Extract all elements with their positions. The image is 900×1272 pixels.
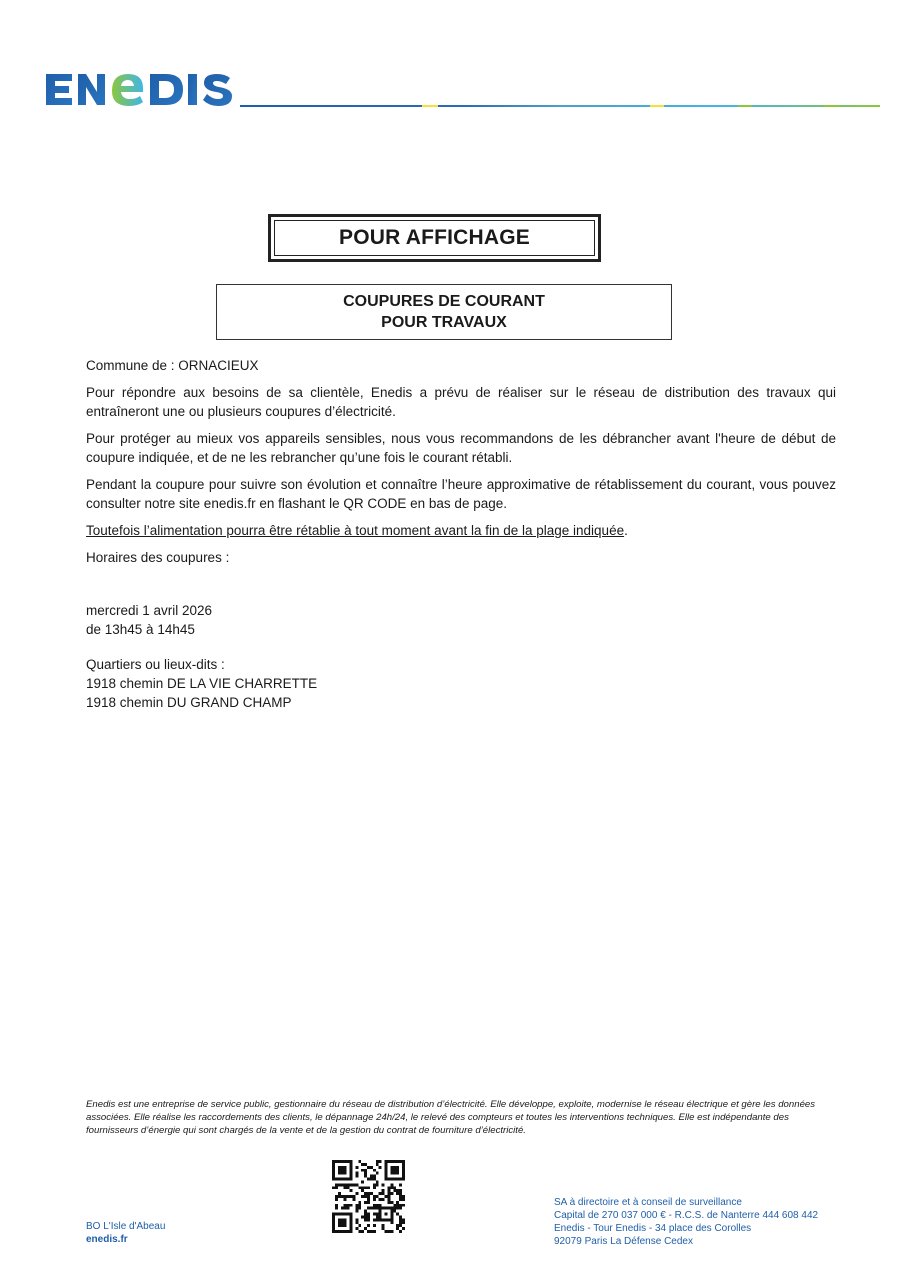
notice-period: . — [624, 523, 628, 538]
legal-line: Capital de 270 037 000 € - R.C.S. de Nanterre 444 608 442 — [554, 1210, 819, 1221]
subtitle-box — [216, 284, 672, 340]
place-item: 1918 chemin DU GRAND CHAMP — [86, 695, 292, 710]
subtitle-line-2: POUR TRAVAUX — [381, 314, 507, 331]
enedis-logo — [42, 64, 234, 112]
paragraph-tracking: Pendant la coupure pour suivre son évolution et connaître l’heure approximative de rétablissement du courant, vous pouvez consulter notre site enedis.fr en flashant le QR CODE en bas de page. — [86, 477, 836, 511]
page-title: POUR AFFICHAGE — [274, 220, 595, 256]
qr-code[interactable] — [332, 1160, 405, 1233]
notice-underlined: Toutefois l’alimentation pourra être rétablie à tout moment avant la fin de la plage indiquée — [86, 523, 625, 538]
commune-line: Commune de : ORNACIEUX — [86, 358, 259, 373]
legal-line: SA à directoire et à conseil de surveillance — [554, 1197, 742, 1208]
footer-disclaimer: Enedis est une entreprise de service public, gestionnaire du réseau de distribution d’électricité. Elle développe, exploite, modernise le réseau électrique et gère les données associées. Elle réalise les raccordements des clients, le dépannage 24h/24, le relevé des compteurs et toutes les interventions techniques. Elle est indépendante des fournisseurs d’énergie qui sont chargés de la vente et de la gestion du contrat de fourniture d’électricité. — [86, 1099, 816, 1136]
footer-legal — [554, 1196, 818, 1248]
outage-time: de 13h45 à 14h45 — [86, 622, 195, 637]
title-box — [268, 214, 601, 262]
outage-date: mercredi 1 avril 2026 — [86, 603, 213, 618]
subtitle-line-1: COUPURES DE COURANT — [343, 293, 545, 310]
paragraph-recommendation: Pour protéger au mieux vos appareils sensibles, nous vous recommandons de les débrancher avant l'heure de début de coupure indiquée, et de ne les rebrancher qu’une fois le courant rétabli. — [86, 431, 836, 465]
notice-body — [86, 356, 836, 712]
paragraph-intro: Pour répondre aux besoins de sa clientèle, Enedis a prévu de réaliser sur le réseau de distribution des travaux qui entraîneront une ou plusieurs coupures d’électricité. — [86, 385, 836, 419]
legal-line: Enedis - Tour Enedis - 34 place des Corolles — [554, 1223, 752, 1234]
footer-office — [86, 1220, 165, 1246]
website-link[interactable]: enedis.fr — [86, 1234, 128, 1245]
legal-line: 92079 Paris La Défense Cedex — [554, 1236, 693, 1247]
schedule-label: Horaires des coupures : — [86, 550, 230, 565]
places-label: Quartiers ou lieux-dits : — [86, 657, 225, 672]
office-name: BO L'Isle d'Abeau — [86, 1221, 166, 1232]
place-item: 1918 chemin DE LA VIE CHARRETTE — [86, 676, 318, 691]
header-divider-line — [240, 104, 880, 108]
notice-line — [86, 521, 836, 540]
